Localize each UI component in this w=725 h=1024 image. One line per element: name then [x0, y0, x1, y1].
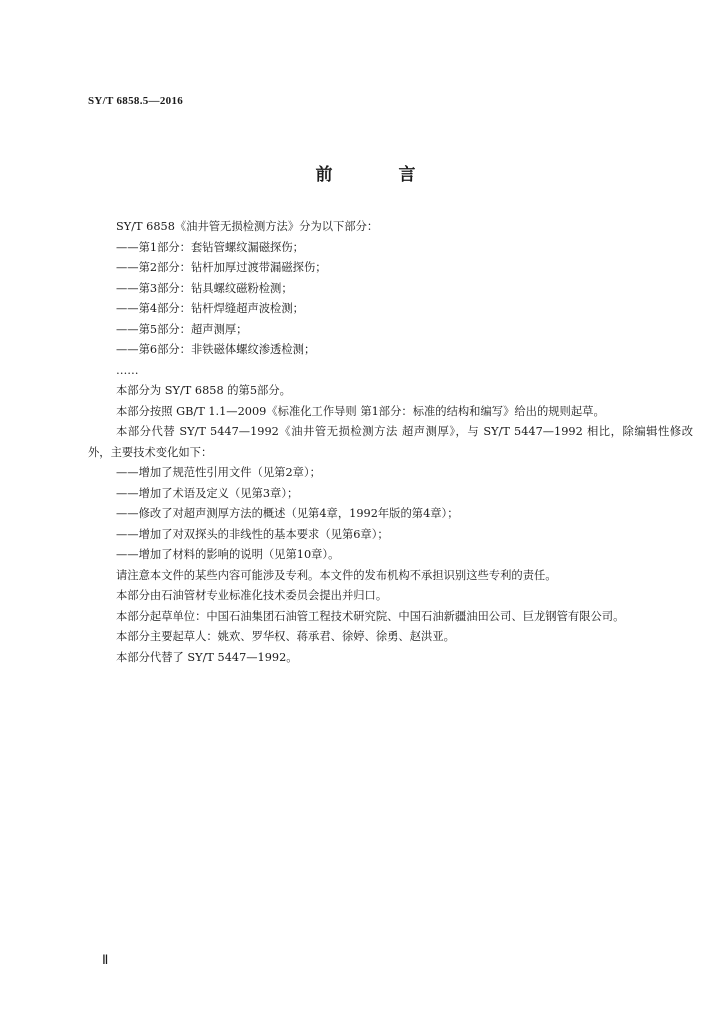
- foreword-body: [88, 217, 693, 668]
- part-list-ellipsis: ……: [116, 363, 139, 377]
- change-list-item: ——增加了对双探头的非线性的基本要求（见第6章）；: [116, 527, 389, 541]
- superseded-paragraph: 本部分代替了 SY/T 5447—1992。: [116, 650, 298, 664]
- patent-notice: 请注意本文件的某些内容可能涉及专利。本文件的发布机构不承担识别这些专利的责任。: [116, 568, 557, 582]
- proposed-by-paragraph: 本部分由石油管材专业标准化技术委员会提出并归口。: [116, 589, 388, 602]
- part-list-item: ——第2部分：钻杆加厚过渡带漏磁探伤；: [116, 261, 327, 274]
- change-list-item: ——修改了对超声测厚方法的概述（见第4章，1992年版的第4章）；: [116, 507, 459, 520]
- replacement-paragraph: 本部分代替 SY/T 5447—1992《油井管无损检测方法 超声测厚》，与 SY/T 5447—1992 相比，除编辑性修改外，主要技术变化如下：: [88, 425, 693, 459]
- change-list-item: ——增加了规范性引用文件（见第2章）；: [116, 466, 321, 479]
- part-statement: 本部分为 SY/T 6858 的第5部分。: [116, 384, 291, 397]
- part-list-item: ——第4部分：钻杆焊缝超声波检测；: [116, 302, 304, 315]
- change-list-item: ——增加了术语及定义（见第3章）；: [116, 486, 299, 500]
- change-list-item: ——增加了材料的影响的说明（见第10章）。: [116, 548, 340, 561]
- standard-code-header: SY/T 6858.5—2016: [88, 95, 184, 107]
- page-number: Ⅱ: [102, 952, 109, 967]
- drafters-paragraph: 本部分主要起草人：姚欢、罗华权、蒋承君、徐婷、徐勇、赵洪亚。: [116, 630, 455, 643]
- drafting-rules-paragraph: 本部分按照 GB/T 1.1—2009《标准化工作导则 第1部分：标准的结构和编写》给出的规则起草。: [116, 404, 605, 418]
- part-list-item: ——第6部分：非铁磁体螺纹渗透检测；: [116, 343, 316, 356]
- part-list-item: ——第3部分：钻具螺纹磁粉检测；: [116, 281, 293, 295]
- part-list-item: ——第1部分：套钻管螺纹漏磁探伤；: [116, 240, 304, 254]
- page-title: 前 言: [315, 165, 446, 185]
- part-list-item: ——第5部分：超声测厚；: [116, 322, 248, 336]
- drafting-units-paragraph: 本部分起草单位：中国石油集团石油管工程技术研究院、中国石油新疆油田公司、巨龙钢管有限公司。: [116, 609, 625, 623]
- intro-paragraph: SY/T 6858《油井管无损检测方法》分为以下部分：: [116, 220, 379, 233]
